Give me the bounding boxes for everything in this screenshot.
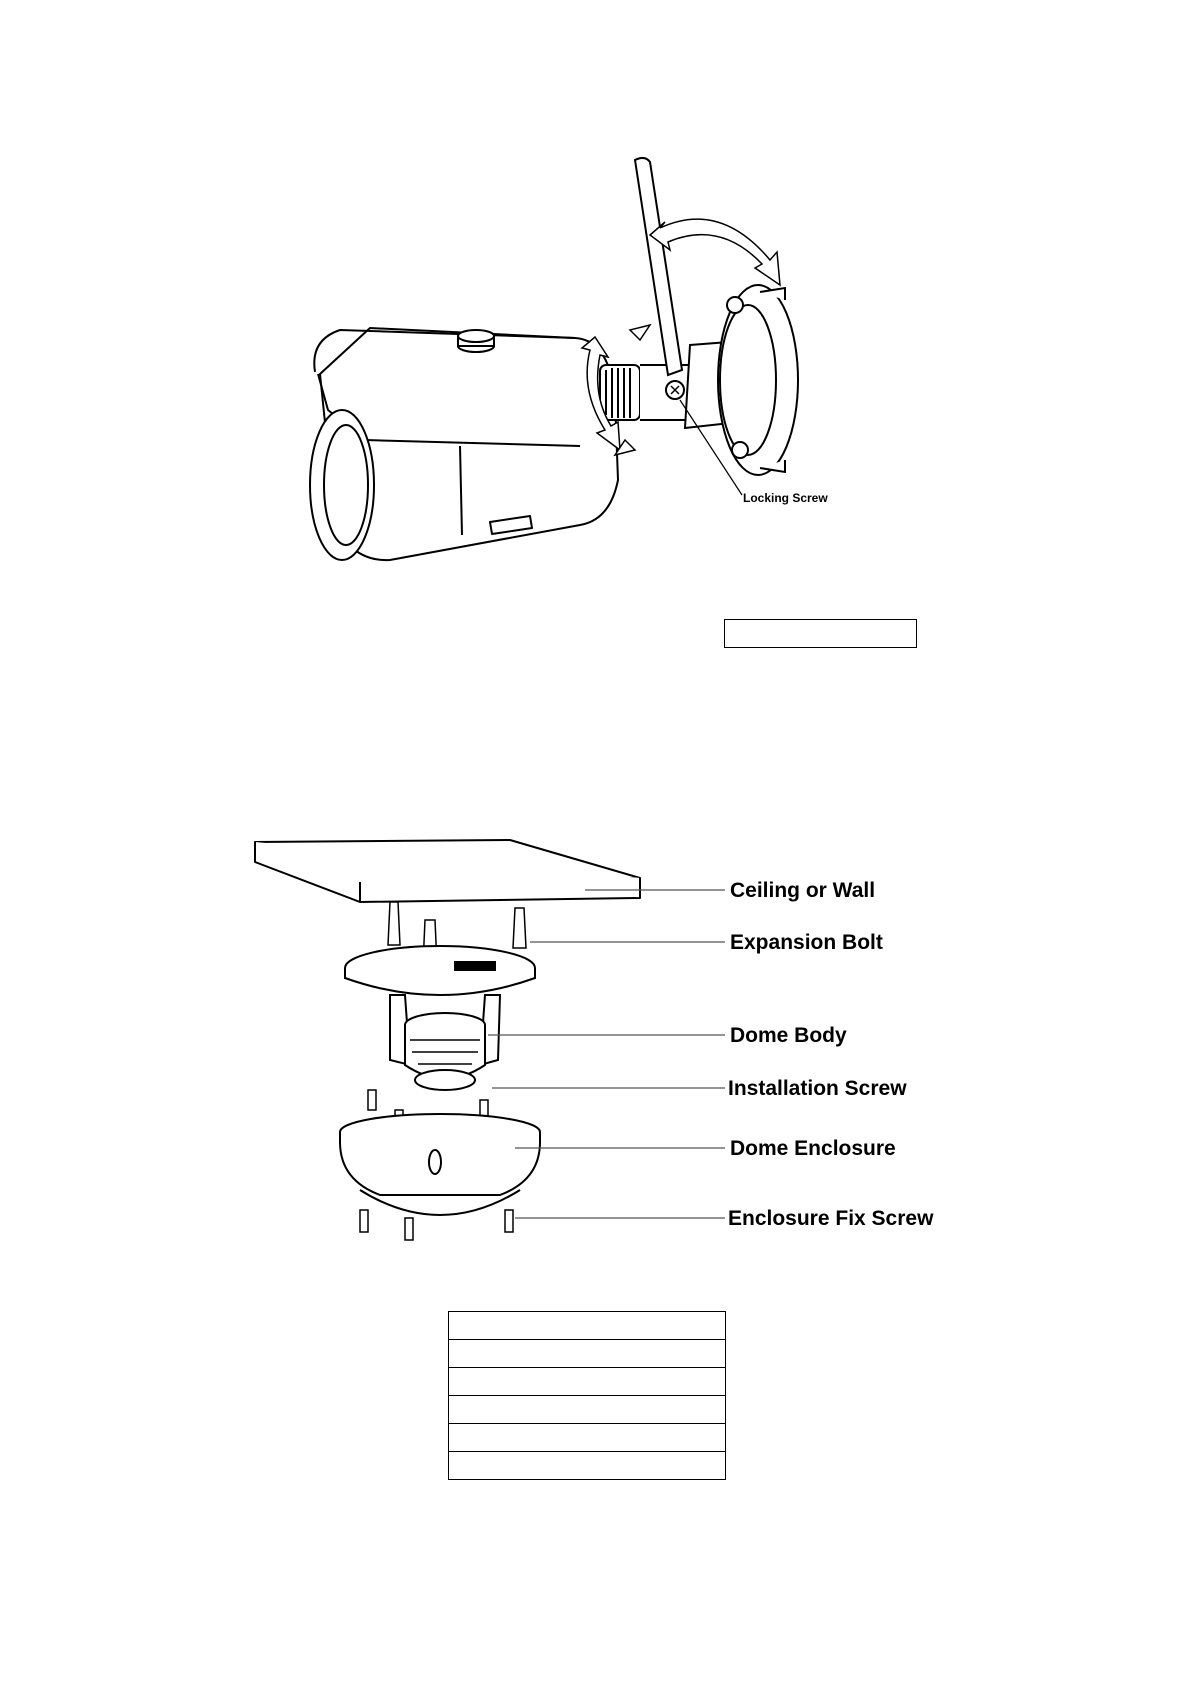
table-cell — [449, 1396, 726, 1424]
table-cell — [449, 1312, 726, 1340]
callout-enclosure-fix-screw: Enclosure Fix Screw — [728, 1207, 934, 1230]
antenna — [635, 158, 684, 399]
table-cell — [449, 1340, 726, 1368]
empty-caption-box — [724, 619, 917, 648]
callout-installation-screw: Installation Screw — [728, 1077, 907, 1100]
table-cell — [449, 1452, 726, 1480]
bullet-camera-diagram — [280, 150, 940, 570]
table-row — [449, 1368, 726, 1396]
table-row — [449, 1424, 726, 1452]
table-cell — [449, 1424, 726, 1452]
dome-camera-exploded-diagram — [240, 820, 960, 1250]
callout-dome-body: Dome Body — [730, 1024, 847, 1047]
ceiling-slab — [255, 840, 640, 902]
camera-housing — [310, 328, 618, 560]
mounting-base — [345, 946, 535, 995]
table-row — [449, 1452, 726, 1480]
callout-ceiling-or-wall: Ceiling or Wall — [730, 879, 876, 902]
dome-body — [390, 995, 500, 1090]
table-cell — [449, 1368, 726, 1396]
callout-locking-screw: Locking Screw — [743, 491, 828, 505]
callout-expansion-bolt: Expansion Bolt — [730, 931, 883, 954]
callout-dome-enclosure: Dome Enclosure — [730, 1137, 896, 1160]
table-row — [449, 1340, 726, 1368]
top-knob — [458, 330, 494, 352]
empty-parts-table — [448, 1311, 726, 1480]
table-row — [449, 1312, 726, 1340]
wall-mount — [685, 285, 798, 475]
table-row — [449, 1396, 726, 1424]
dome-enclosure — [340, 1114, 540, 1215]
